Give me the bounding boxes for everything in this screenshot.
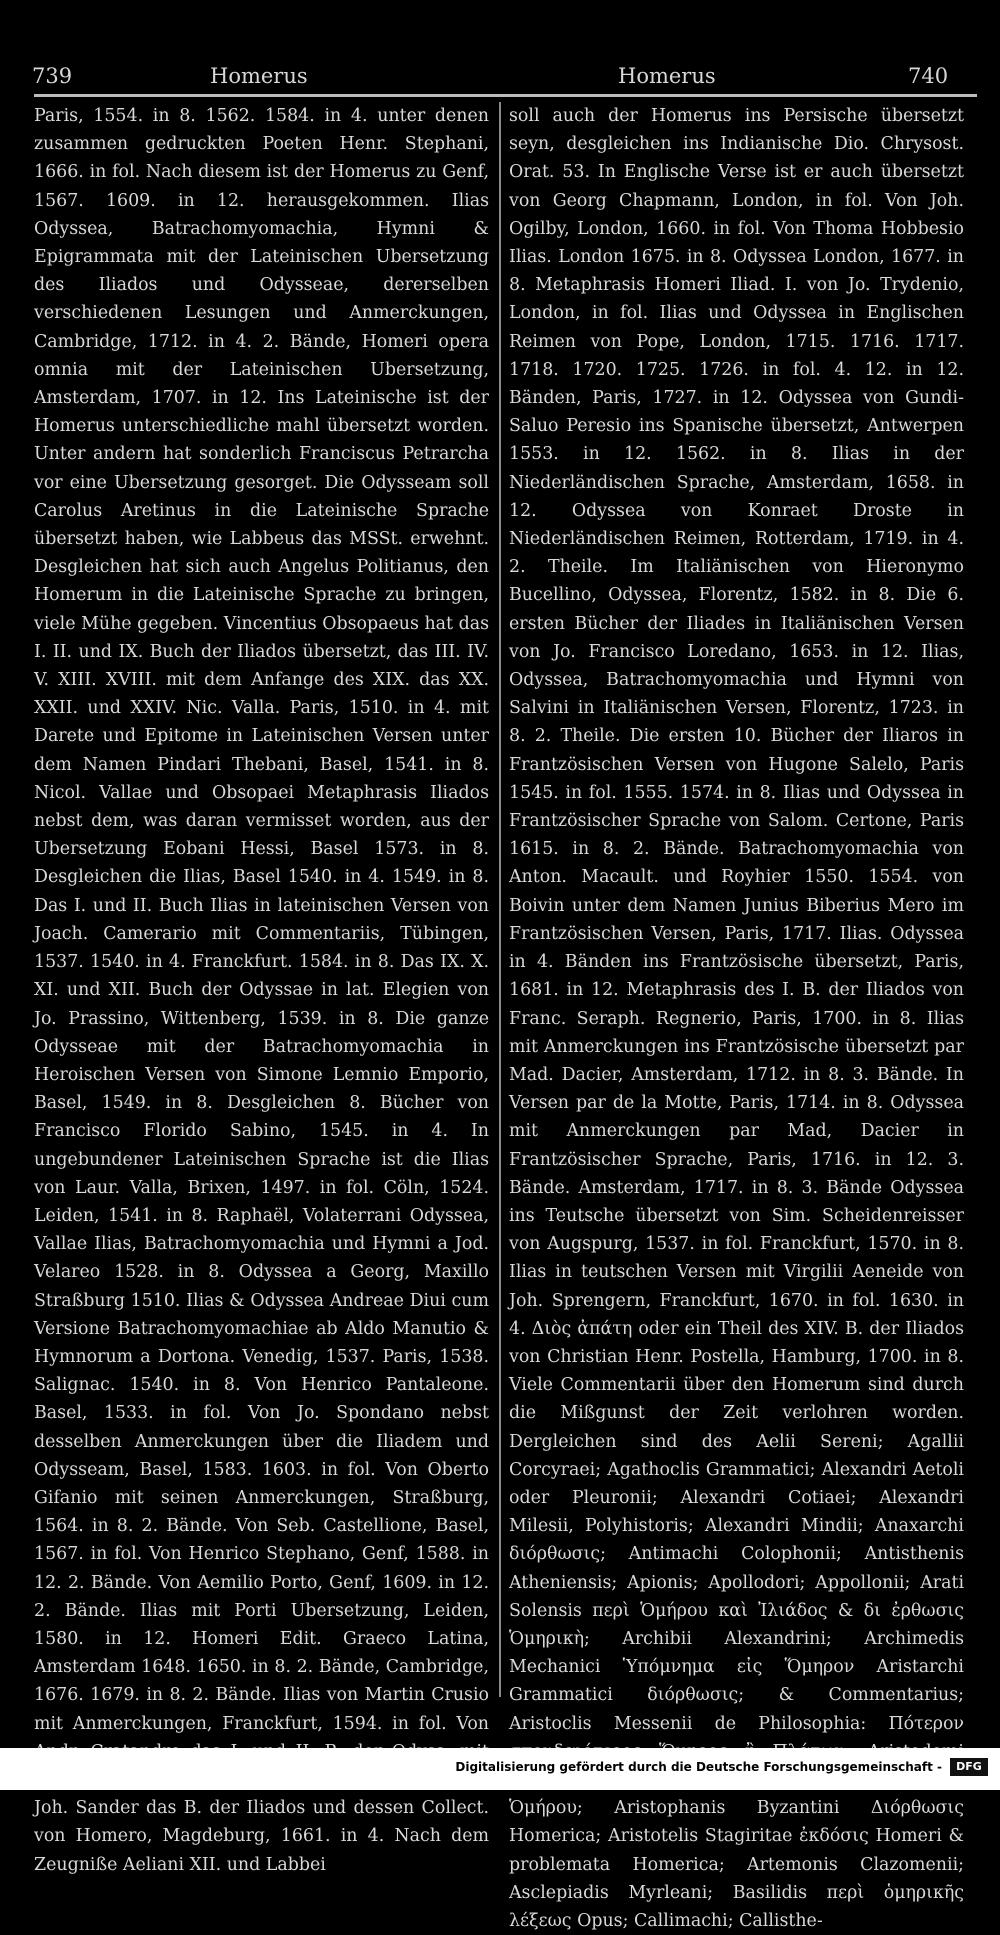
right-column — [509, 102, 964, 1935]
page-header — [28, 52, 983, 92]
header-rule — [34, 94, 977, 97]
funding-credit: Digitalisierung gefördert durch die Deutsche Forschungsgemeinschaft - — [455, 1760, 942, 1774]
page-number-right: 740 — [908, 64, 949, 88]
dfg-logo: DFG — [950, 1758, 988, 1776]
right-column-text: soll auch der Homerus ins Persische übersetzt seyn, desgleichen ins Indianische Dio. Chrysost. Orat. 53. In Englische Verse ist er auch übersetzt von Georg Chapmann, London, in fol. Von Joh. Ogilby, London, 1660. in fol. Von Thoma Hobbesio Ilias. London 1675. in 8. Odyssea London, 1677. in 8. Metaphrasis Homeri Iliad. I. von Jo. Trydenio, London, in fol. Ilias und Odyssea in Englischen Reimen von Pope, London, 1715. 1716. 1717. 1718. 1720. 1725. 1726. in fol. 4. 12. in 12. Bänden, Paris, 1727. in 12. Odyssea von Gundi-Saluo Peresio ins Spanische übersetzt, Antwerpen 1553. in 12. 1562. in 8. Ilias in der Niederländischen Sprache, Amsterdam, 1658. in 12. Odyssea von Konraet Droste in Niederländischen Reimen, Rotterdam, 1719. in 4. 2. Theile. Im Italiänischen von Hieronymo Bucellino, Odyssea, Florentz, 1582. in 8. Die 6. ersten Bücher der Iliades in Italiänischen Versen von Jo. Francisco Loredano, 1653. in 12. Ilias, Odyssea, Batrachomyomachia und Hymni von Salvini in Italiänischen Versen, Florentz, 1723. in 8. 2. Theile. Die ersten 10. Bücher der Iliaros in Frantzösischen Versen von Hugone Salelo, Paris 1545. in fol. 1555. 1574. in 8. Ilias und Odyssea in Frantzösischer Sprache von Salom. Certone, Paris 1615. in 8. 2. Bände. Batrachomyomachia von Anton. Macault. und Royhier 1550. 1554. von Boivin unter dem Namen Junius Biberius Mero im Frantzösischen Versen, Paris, 1717. Ilias. Odyssea in 4. Bänden ins Frantzösische übersetzt, Paris, 1681. in 12. Metaphrasis des I. B. der Iliados von Franc. Seraph. Regnerio, Paris, 1700. in 8. Ilias mit Anmerckungen ins Frantzösische übersetzt par Mad. Dacier, Amsterdam, 1712. in 8. 3. Bände. In Versen par de la Motte, Paris, 1714. in 8. Odyssea mit Anmerckungen par Mad, Dacier in Frantzösischer Sprache, Paris, 1716. in 12. 3. Bände. Amsterdam, 1717. in 8. 3. Bände Odyssea ins Teutsche übersetzt von Sim. Scheidenreisser von Augspurg, 1537. in fol. Franckfurt, 1570. in 8. Ilias in teutschen Versen mit Virgilii Aeneide von Joh. Sprengern, Franckfurt, 1670. in fol. 1630. in 4. Διὸς ἀπάτη oder ein Theil des XIV. B. der Iliados von Christian Henr. Postella, Hamburg, 1700. in 8. Viele Commentarii über den Homerum sind durch die Mißgunst der Zeit verlohren worden. Dergleichen sind des Aelii Sereni; Agallii Corcyraei; Agathoclis Grammatici; Alexandri Aetoli oder Pleuronii; Alexandri Cotiaei; Alexandri Milesii, Polyhistoris; Alexandri Mindii; Anaxarchi διόρθωσις; Antimachi Colophonii; Antisthenis Atheniensis; Apionis; Apollodori; Appollonii; Arati Solensis περὶ Ὁμήρου καὶ Ἰλιάδος & δι ἐρθωσις Ὁμηρικὴ; Archibii Alexandrini; Archimedis Mechanici Ὑπόμνημα εἰς Ὅμηρον Aristarchi Grammatici διόρθωσις; & Commentarius; Aristoclis Messenii de Philosophia: Πότερον Ὁμήρου; Aristophanis Byzantini Διόρθωσις Homerica; Aristotelis Stagiritae ἐκδόσις Homeri & problemata Homerica; Artemonis Clazomenii; Asclepiadis Myrleani; Basilidis περὶ ὁμηρικῆς λέξεως Opus; Callimachi; Callisthe- — [509, 106, 964, 1931]
running-title-right: Homerus — [618, 64, 716, 88]
column-divider — [499, 102, 501, 1697]
footer-bar — [0, 1748, 1000, 1790]
running-title-left: Homerus — [210, 64, 308, 88]
left-column — [34, 102, 489, 1879]
page-number-left: 739 — [32, 64, 73, 88]
left-column-text: Paris, 1554. in 8. 1562. 1584. in 4. unter denen zusammen gedruckten Poeten Henr. Stephani, 1666. in fol. Nach diesem ist der Homerus zu Genf, 1567. 1609. in 12. herausgekommen. Ilias Odyssea, Batrachomyomachia, Hymni & Epigrammata mit der Lateinischen Ubersetzung des Iliados und Odysseae, dererselben verschiedenen Lesungen und Anmerckungen, Cambridge, 1712. in 4. 2. Bände, Homeri opera omnia mit der Lateinischen Ubersetzung, Amsterdam, 1707. in 12. Ins Lateinische ist der Homerus unterschiedliche mahl übersetzt worden. Unter andern hat sonderlich Franciscus Petrarcha vor eine Ubersetzung gesorget. Die Odysseam soll Carolus Aretinus in die Lateinische Sprache übersetzt haben, wie Labbeus das MSSt. erwehnt. Desgleichen hat sich auch Angelus Politianus, den Homerum in die Lateinische Sprache zu bringen, viele Mühe gegeben. Vincentius Obsopaeus hat das I. II. und IX. Buch der Iliados übersetzt, das III. IV. V. XIII. XVIII. mit dem Anfange des XIX. das XX. XXII. und XXIV. Nic. Valla. Paris, 1510. in 4. mit Darete und Epitome in Lateinischen Versen unter dem Namen Pindari Thebani, Basel, 1541. in 8. Nicol. Vallae und Obsopaei Metaphrasis Iliados nebst dem, was daran vermisset worden, aus der Ubersetzung Eobani Hessi, Basel 1573. in 8. Desgleichen die Ilias, Basel 1540. in 4. 1549. in 8. Das I. und II. Buch Ilias in lateinischen Versen von Joach. Camerario mit Commentariis, Tübingen, 1537. 1540. in 4. Franckfurt. 1584. in 8. Das IX. X. XI. und XII. Buch der Odyssae in lat. Elegien von Jo. Prassino, Wittenberg, 1539. in 8. Die ganze Odysseae mit der Batrachomyomachia in Heroischen Versen von Simone Lemnio Emporio, Basel, 1549. in 8. Desgleichen 8. Bücher von Francisco Florido Sabino, 1545. in 4. In ungebundener Lateinischen Sprache ist die Ilias von Laur. Valla, Brixen, 1497. in fol. Cöln, 1524. Leiden, 1541. in 8. Raphaël, Volaterrani Odyssea, Vallae Ilias, Batrachomyomachia und Hymni a Jod. Velareo 1528. in 8. Odyssea a Georg, Maxillo Straßburg 1510. Ilias & Odyssea Andreae Diui cum Versione Batrachomyomachiae ab Aldo Manutio & Hymnorum a Dortona. Venedig, 1537. Paris, 1538. Salignac. 1540. in 8. Von Henrico Pantaleone. Basel, 1533. in fol. Von Jo. Spondano nebst desselben Anmerckungen über die Iliadem und Odysseam, Basel, 1583. 1603. in fol. Von Oberto Gifanio mit seinen Anmerckungen, Straßburg, 1564. in 8. 2. Bände. Von Seb. Castellione, Basel, 1567. in fol. Von Henrico Stephano, Genf, 1588. in 12. 2. Bände. Von Aemilio Porto, Genf, 1609. in 12. 2. Bände. Ilias mit Porti Ubersetzung, Leiden, 1580. in 12. Homeri Edit. Graeco Latina, Amsterdam 1648. 1650. in 8. 2. Bände, Cambridge, 1676. 1679. in 8. 2. Bände. Ilias von Martin Crusio mit Anmerckungen, Franckfurt, 1594. in fol. Von Joh. Sander das B. der Iliados und dessen Collect. von Homero, Magdeburg, 1661. in 4. Nach dem Zeugniße Aeliani XII. und Labbei — [34, 106, 489, 1875]
